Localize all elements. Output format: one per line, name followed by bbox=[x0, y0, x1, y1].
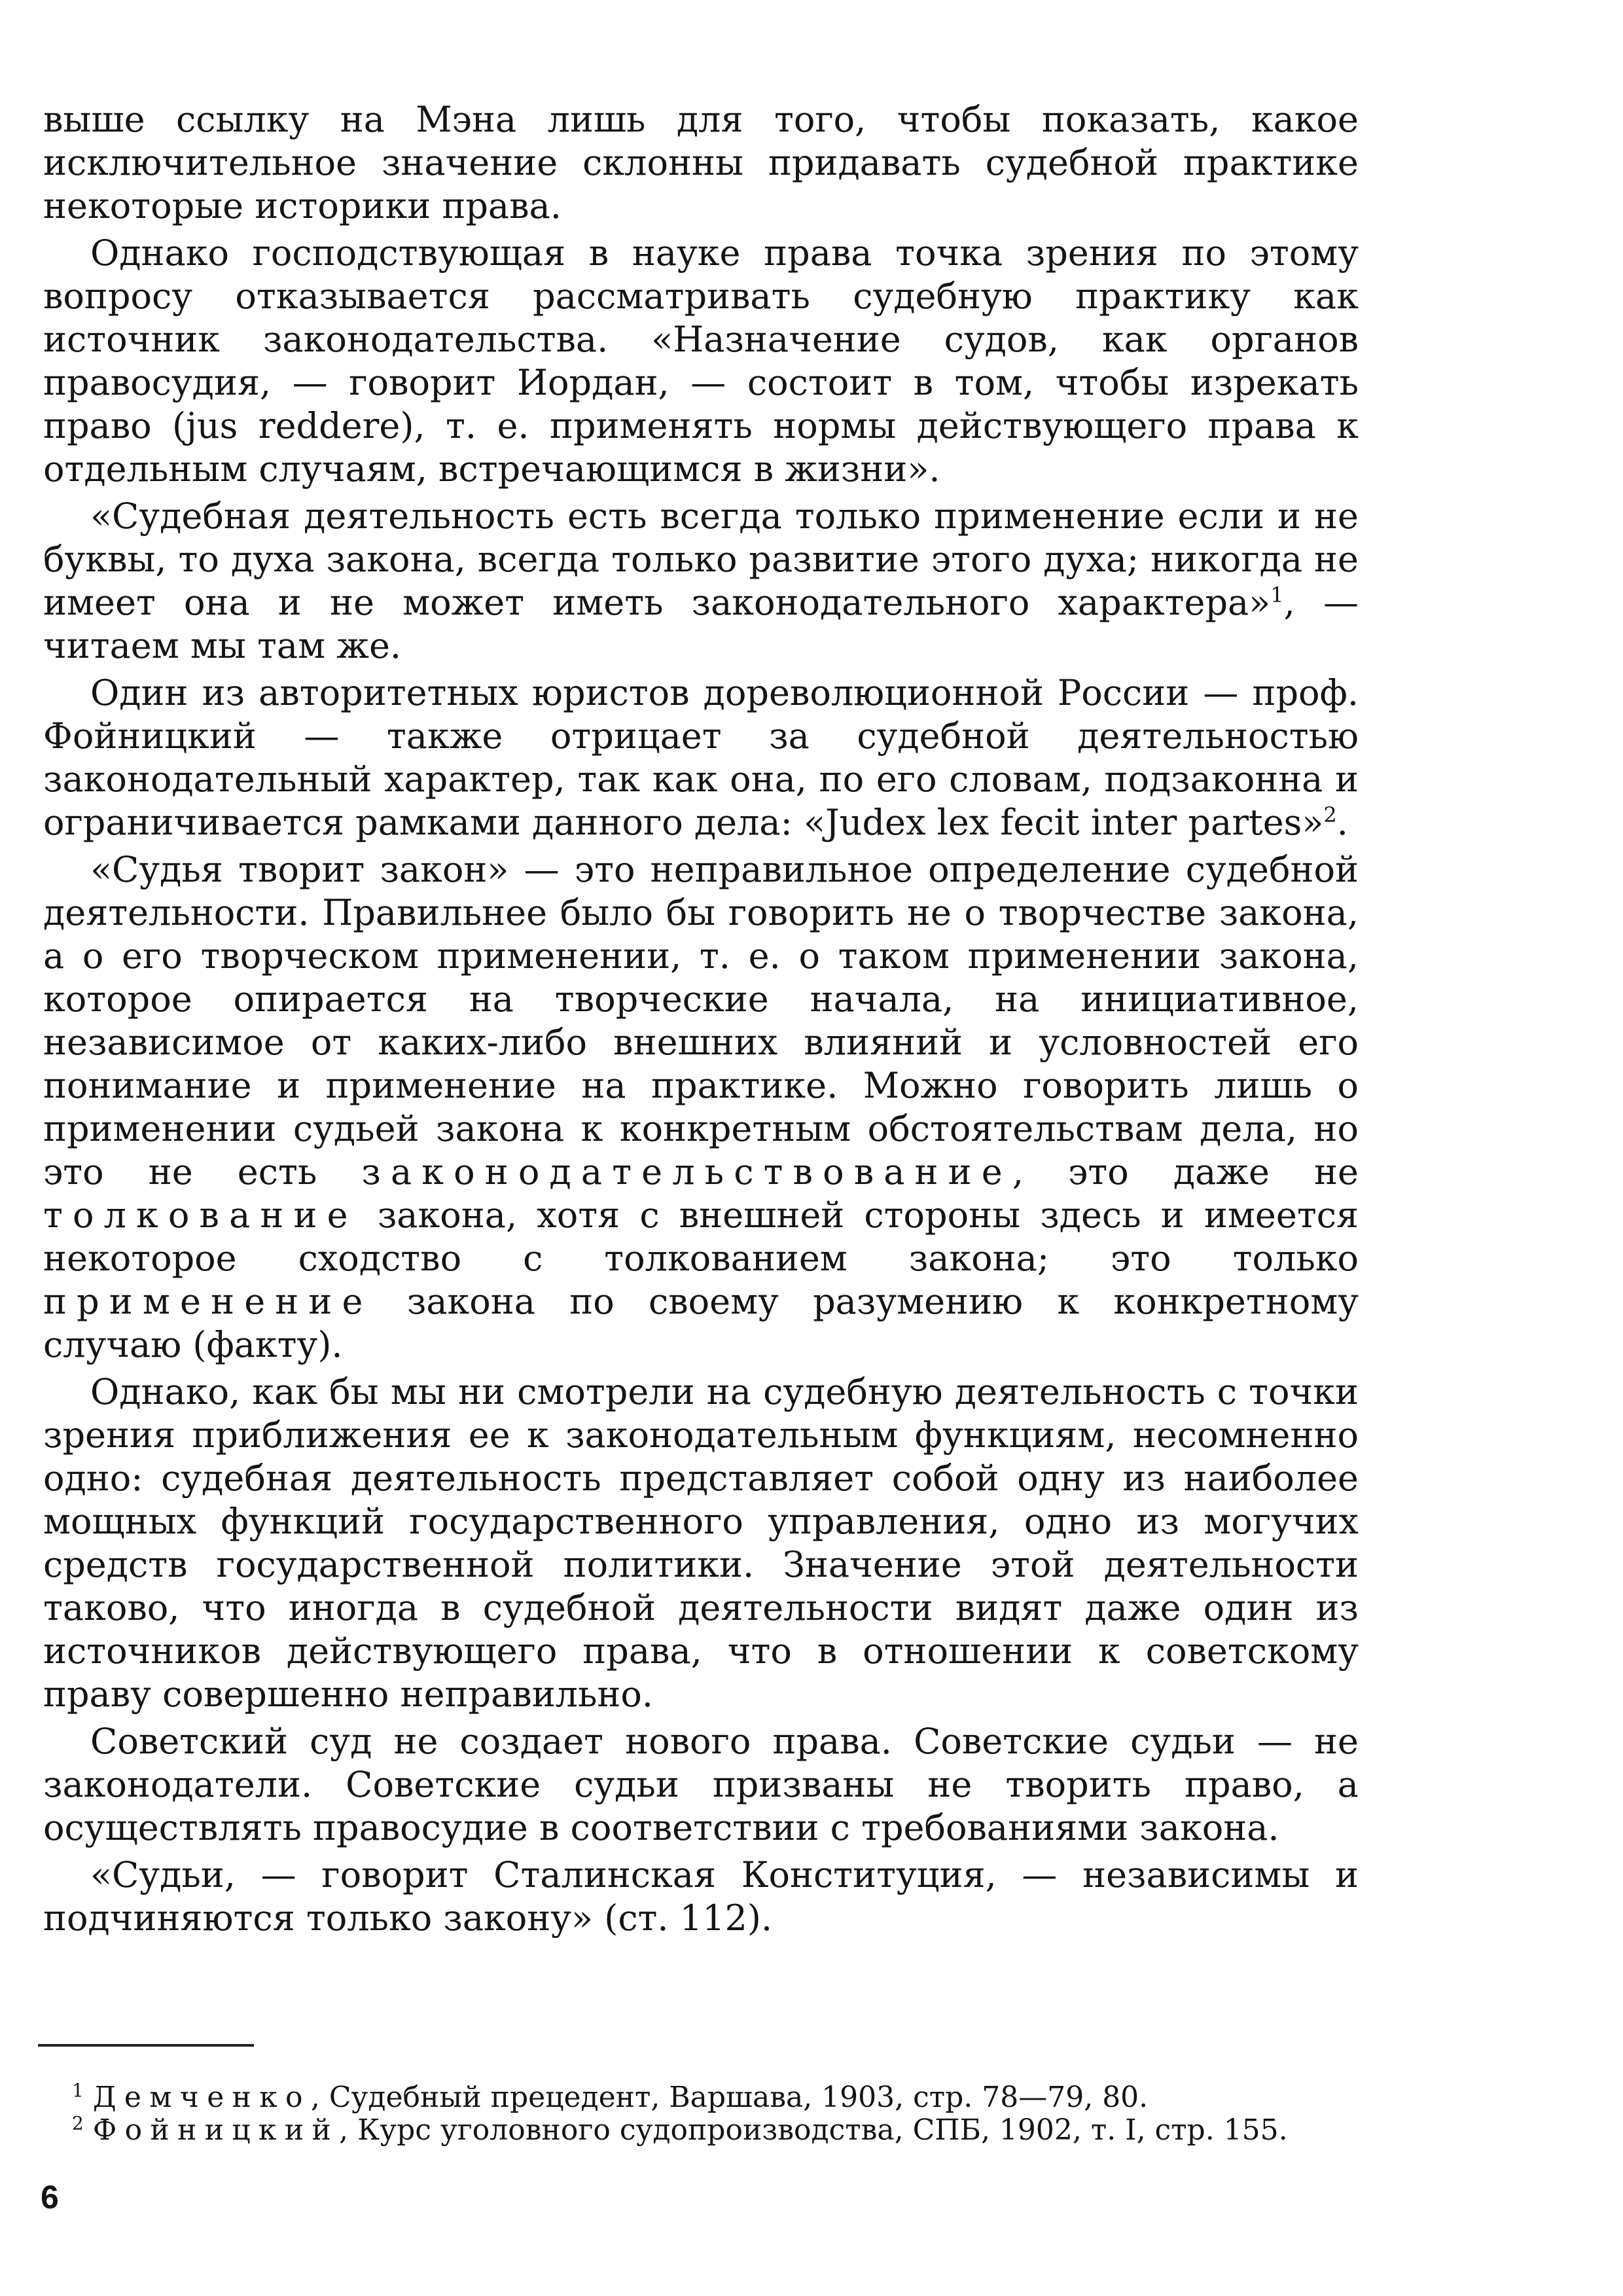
spaced-term-interpretation: толкование bbox=[43, 1194, 358, 1236]
paragraph-7 bbox=[43, 1720, 1359, 1850]
paragraph-5 bbox=[43, 848, 1359, 1367]
main-text bbox=[43, 98, 1359, 1940]
paragraph-4-tail: . bbox=[1336, 802, 1348, 843]
paragraph-1-text: выше ссылку на Мэна лишь для того, чтобы показать, какое исключительное значение склонны придавать судебной практике некоторые историки права. bbox=[43, 99, 1359, 226]
paragraph-4-text: Один из авторитетных юристов дореволюционной России — проф. Фойницкий — также отрицает за судебной деятельностью законодательный характер, так как она, по его словам, подзаконна и ограничивается рамками данного дела: «Judex lex fecit inter partes» bbox=[43, 672, 1359, 843]
footnote-divider bbox=[38, 2044, 254, 2047]
paragraph-8-text: «Судьи, — говорит Сталинская Конституция, — независимы и подчиняются только закону» (ст. 112). bbox=[43, 1854, 1359, 1939]
paragraph-4 bbox=[43, 672, 1359, 844]
paragraph-1 bbox=[43, 98, 1359, 228]
footnote-1-text: , Судебный прецедент, Варшава, 1903, стр. 78—79, 80. bbox=[310, 2081, 1149, 2114]
paragraph-5-part3: закона, хотя с внешней стороны здесь и имеется некоторое сходство с толкованием закона; это только bbox=[43, 1194, 1359, 1279]
paragraph-7-text: Советский суд не создает нового права. Советские судьи — не законодатели. Советские судьи призваны не творить право, а осуществлять правосудие в соответствии с требованиями закона. bbox=[43, 1721, 1359, 1848]
footnote-2-text: , Курс уголовного судопроизводства, СПБ, 1902, т. I, стр. 155. bbox=[339, 2113, 1288, 2147]
footnote-1 bbox=[39, 2081, 1339, 2114]
spaced-term-legislating: законодательствование bbox=[361, 1151, 1012, 1193]
paragraph-6-text: Однако, как бы мы ни смотрели на судебную деятельность с точки зрения приближения ее к законодательным функциям, несомненно одно: судебная деятельность представляет собой одну из наиболее мощных функций государственного управления, одно из могучих средств государственной политики. Значение этой деятельности таково, что иногда в судебной деятельности видят даже один из источников действующего права, что в отношении к советскому праву совершенно неправильно. bbox=[43, 1371, 1359, 1715]
paragraph-5-part1: «Судья творит закон» — это неправильное определение судебной деятельности. Правильнее было бы говорить не о творчестве закона, а о его творческом применении, т. е. о таком применении закона, которое опирается на творческие начала, на инициативное, независимое от каких-либо внешних влияний и условностей его понимание и применение на практике. Можно говорить лишь о применении судьей закона к конкретным обстоятельствам дела, но это не есть bbox=[43, 849, 1359, 1193]
footnote-ref-1: 1 bbox=[1270, 583, 1284, 607]
page-number: 6 bbox=[41, 2179, 59, 2215]
paragraph-2 bbox=[43, 232, 1359, 491]
paragraph-5-part4: закона по своему разумению к конкретному случаю (факту). bbox=[43, 1281, 1359, 1365]
paragraph-6 bbox=[43, 1371, 1359, 1716]
footnote-ref-2: 2 bbox=[1323, 802, 1337, 827]
footnotes bbox=[39, 2081, 1339, 2147]
paragraph-3 bbox=[43, 495, 1359, 668]
paragraph-3-tail: , — читаем мы там же. bbox=[43, 582, 1359, 666]
footnote-2 bbox=[39, 2114, 1339, 2147]
spaced-term-application: применение bbox=[43, 1281, 373, 1322]
footnote-2-author: Фойницкий bbox=[92, 2113, 340, 2147]
paragraph-5-part2: , это даже не bbox=[1012, 1151, 1359, 1193]
footnote-1-author: Демченко bbox=[92, 2081, 311, 2114]
paragraph-3-text: «Судебная деятельность есть всегда только применение если и не буквы, то духа закона, всегда только развитие этого духа; никогда не имеет она и не может иметь законодательного характера» bbox=[43, 495, 1359, 623]
footnote-2-number: 2 bbox=[72, 2112, 84, 2134]
paragraph-2-text: Однако господствующая в науке права точка зрения по этому вопросу отказывается рассматривать судебную практику как источник законодательства. «Назначение судов, как органов правосудия, — говорит Иордан, — состоит в том, чтобы изрекать право (jus reddere), т. е. применять нормы действующего права к отдельным случаям, встречающимся в жизни». bbox=[43, 232, 1359, 490]
paragraph-8 bbox=[43, 1854, 1359, 1940]
footnote-1-number: 1 bbox=[72, 2079, 84, 2102]
